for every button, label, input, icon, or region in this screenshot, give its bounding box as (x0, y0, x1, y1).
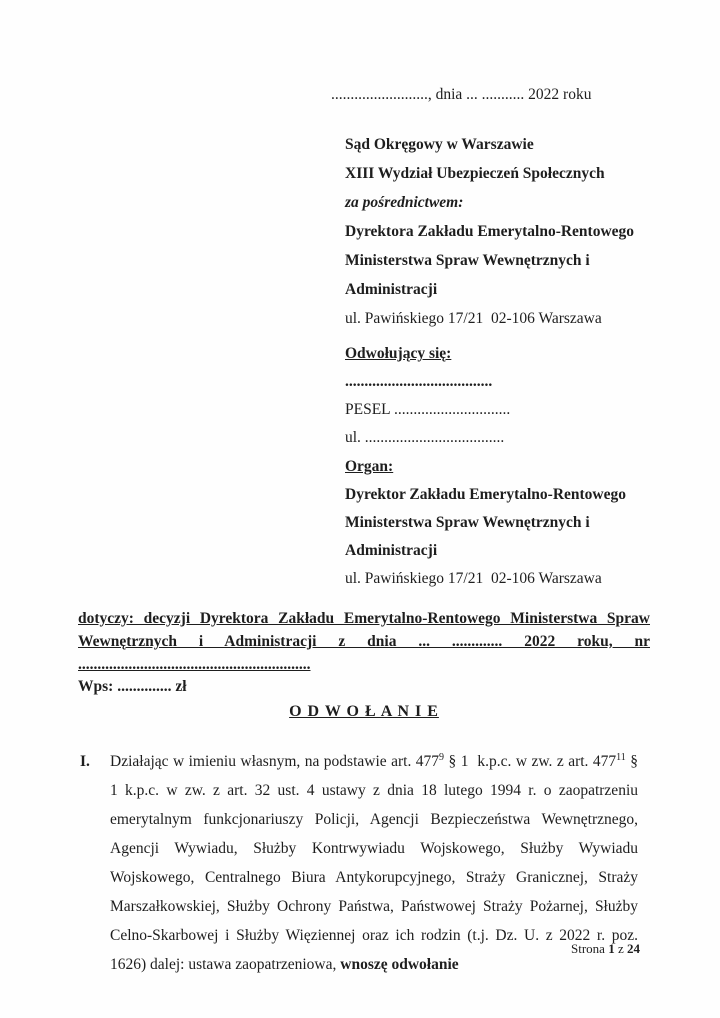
footer-separator: z (614, 941, 627, 956)
body-seg1: Działając w imieniu własnym, na podstawie art. 477 (110, 753, 440, 770)
court-recipient-line3: Administracji (345, 281, 438, 298)
body-superscript-1: 9 (439, 751, 445, 763)
court-address: ul. Pawińskiego 17/21 02-106 Warszawa (345, 310, 602, 327)
date-line: ........................., dnia ... ........... 2022 roku (331, 86, 592, 103)
body-item-1 (78, 747, 638, 979)
organ-block (345, 453, 626, 593)
organ-address: ul. Pawińskiego 17/21 02-106 Warszawa (345, 570, 602, 587)
footer-page-number: 1 (608, 941, 615, 956)
body-superscript-2: 11 (616, 751, 626, 763)
court-recipient-line1: Dyrektora Zakładu Emerytalno-Rentowego (345, 223, 635, 240)
appellant-street-line: ul. .................................... (345, 429, 505, 446)
court-recipient-line2: Ministerstwa Spraw Wewnętrznych i (345, 252, 590, 269)
court-name: Sąd Okręgowy w Warszawie (345, 136, 534, 153)
organ-name-line3: Administracji (345, 542, 438, 559)
list-marker: I. (80, 753, 90, 770)
organ-name-line2: Ministerstwa Spraw Wewnętrznych i (345, 514, 590, 531)
court-division: XIII Wydział Ubezpieczeń Społecznych (345, 165, 605, 182)
organ-name-line1: Dyrektor Zakładu Emerytalno-Rentowego (345, 486, 626, 503)
footer-total-pages: 24 (627, 941, 640, 956)
organ-heading: Organ: (345, 458, 394, 475)
appellant-name-placeholder: ...................................... (345, 373, 493, 390)
document-title-text: O D W O Ł A N I E (289, 703, 439, 720)
subject-line: dotyczy: decyzji Dyrektora Zakładu Emerytalno-Rentowego Ministerstwa Spraw Wewnętrznych i Administracji z dnia ... ............. 2022 roku, nr ............................................................ (78, 610, 650, 673)
appellant-pesel-line: PESEL .............................. (345, 401, 511, 418)
body-paragraph (110, 747, 638, 979)
page-footer (571, 941, 640, 957)
footer-prefix: Strona (571, 941, 609, 956)
body-seg3: § 1 k.p.c. w zw. z art. 32 ust. 4 ustawy z dnia 18 lutego 1994 r. o zaopatrzeniu emerytalnym funkcjonariuszy Policji, Agencji Bezpieczeństwa Wewnętrznego, Agencji Wywiadu, Służby Kontrwywiadu Wojskowego, Służby Wywiadu Wojskowego, Centralnego Biura Antykorupcyjnego, Straży Granicznej, Straży Marszałkowskiej, Służby Ochrony Państwa, Państwowej Straży Pożarnej, Służby Celno-Skarbowej i Służby Więziennej oraz ich rodzin (t.j. Dz. U. z 2022 r. poz. 1626) dalej: ustawa zaopatrzeniowa, (110, 753, 639, 973)
body-seg2: § 1 k.p.c. w zw. z art. 477 (444, 753, 617, 770)
wps-line: Wps: .............. zł (78, 678, 187, 695)
appellant-heading: Odwołujący się: (345, 345, 452, 362)
body-seg4-bold: wnoszę odwołanie (340, 956, 459, 973)
document-title (78, 703, 650, 721)
court-address-block (345, 130, 634, 333)
via-label: za pośrednictwem: (345, 194, 464, 211)
appellant-block (345, 340, 510, 452)
